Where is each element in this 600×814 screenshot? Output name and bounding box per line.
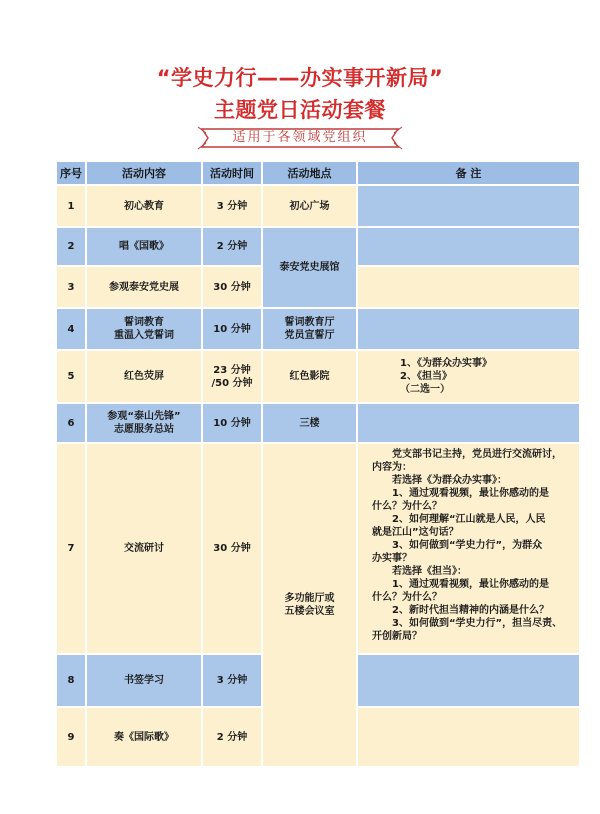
- row-remark: [358, 228, 579, 265]
- row-time-line: 10 分钟: [213, 417, 251, 429]
- place-merged-exhibition: [263, 228, 356, 307]
- row-time: [203, 655, 261, 706]
- row-time: [203, 186, 261, 226]
- row-remark: [358, 404, 579, 442]
- row-remark-discussion-line: 就是江山”这句话？: [372, 527, 459, 538]
- row-time: [203, 309, 261, 349]
- row-time-line: 2 分钟: [216, 241, 248, 252]
- row-seq: 7: [57, 444, 85, 653]
- row-place: [263, 186, 356, 226]
- row-remark: [358, 655, 579, 706]
- row-time: [203, 708, 261, 766]
- row-remark-discussion: [358, 444, 579, 653]
- place-merged-exhibition-line: 泰安党史展馆: [279, 262, 340, 273]
- banner-text: 适用于各领域党组织: [232, 130, 368, 145]
- row-remark-line: 2、《担当》: [400, 371, 452, 382]
- scroll-banner: [196, 126, 404, 150]
- row-content: [87, 186, 201, 226]
- row-remark-discussion-line: 内容为：: [372, 462, 412, 473]
- place-merged-hall-line: 多功能厅或: [284, 593, 335, 604]
- row-remark-discussion-line: 什么？为什么？: [372, 501, 442, 512]
- header-content: 活动内容: [87, 162, 201, 184]
- row-time-line: 10 分钟: [213, 323, 251, 335]
- row-remark: [358, 351, 579, 402]
- row-content-line: 重温入党誓词: [114, 330, 174, 341]
- row-seq: 1: [57, 186, 85, 226]
- row-remark-discussion-line: 3、如何做到“学史力行”，为群众: [372, 540, 543, 551]
- row-remark: [358, 186, 579, 226]
- row-content: [87, 444, 201, 653]
- row-time-line: /50 分钟: [211, 377, 253, 389]
- page-subtitle: 主题党日活动套餐: [214, 98, 386, 122]
- row-content-line: 参观泰安党史展: [109, 281, 179, 293]
- activity-table: [57, 162, 579, 766]
- row-seq: 6: [57, 404, 85, 442]
- header-seq: 序号: [57, 162, 85, 184]
- row-place: [263, 404, 356, 442]
- row-content: [87, 404, 201, 442]
- row-time-line: 30 分钟: [213, 281, 251, 293]
- row-remark-discussion-line: 什么？为什么？: [372, 592, 442, 603]
- row-content-line: 唱《国歌》: [119, 241, 169, 252]
- row-time-line: 3 分钟: [216, 200, 248, 212]
- header-place: 活动地点: [263, 162, 356, 184]
- row-content: [87, 267, 201, 307]
- row-time-line: 23 分钟: [213, 364, 251, 376]
- row-remark-discussion-line: 党支部书记主持，党员进行交流研讨，: [372, 449, 562, 460]
- row-remark-discussion-line: 若选择《为群众办实事》：: [372, 475, 507, 486]
- header-time: 活动时间: [203, 162, 261, 184]
- row-content: [87, 309, 201, 349]
- row-seq: 5: [57, 351, 85, 402]
- row-content-line: 书签学习: [124, 675, 164, 686]
- row-seq: 3: [57, 267, 85, 307]
- row-content-line: 红色荧屏: [124, 371, 164, 382]
- row-content-line: 交流研讨: [124, 543, 164, 554]
- row-seq: 4: [57, 309, 85, 349]
- place-merged-hall-line: 五楼会议室: [284, 606, 335, 617]
- row-seq: 9: [57, 708, 85, 766]
- row-remark: [358, 309, 579, 349]
- row-remark-discussion-line: 2、新时代担当精神的内涵是什么？: [372, 605, 549, 616]
- row-content-line: 初心教育: [124, 200, 164, 212]
- place-merged-hall: [263, 444, 356, 766]
- row-content-line: 参观“泰山先锋”: [107, 411, 181, 422]
- row-seq: 2: [57, 228, 85, 265]
- row-place-line: 誓词教育厅: [284, 317, 335, 328]
- row-time-line: 2 分钟: [216, 731, 248, 743]
- row-remark-discussion-line: 办实事？: [372, 553, 412, 564]
- row-content: [87, 655, 201, 706]
- row-time: [203, 351, 261, 402]
- row-remark-line: （二选一）: [400, 384, 450, 395]
- row-time-line: 3 分钟: [216, 675, 248, 686]
- row-remark-discussion-line: 1、通过观看视频，最让你感动的是: [372, 488, 549, 499]
- row-time: [203, 404, 261, 442]
- row-place: [263, 351, 356, 402]
- page-title: “学史力行——办实事开新局”: [156, 66, 444, 90]
- row-content-line: 奏《国际歌》: [114, 731, 174, 743]
- row-time: [203, 444, 261, 653]
- row-remark-discussion-line: 3、如何做到“学史力行”，担当尽责、: [372, 618, 563, 629]
- row-remark-line: 1、《为群众办实事》: [400, 358, 492, 369]
- row-content-line: 志愿服务总站: [114, 424, 174, 435]
- row-remark-discussion-line: 1、通过观看视频，最让你感动的是: [372, 579, 549, 590]
- row-place-line: 党员宣誓厅: [284, 330, 335, 341]
- row-content: [87, 708, 201, 766]
- row-remark: [358, 267, 579, 307]
- row-time: [203, 228, 261, 265]
- row-time: [203, 267, 261, 307]
- row-remark: [358, 708, 579, 766]
- row-remark-discussion-line: 2、如何理解“江山就是人民，人民: [372, 514, 546, 525]
- row-seq: 8: [57, 655, 85, 706]
- row-content-line: 誓词教育: [124, 317, 164, 328]
- row-place: [263, 309, 356, 349]
- row-content: [87, 228, 201, 265]
- row-remark-discussion-line: 开创新局？: [372, 631, 422, 642]
- row-time-line: 30 分钟: [213, 543, 251, 554]
- row-place-line: 三楼: [299, 417, 320, 429]
- row-place-line: 初心广场: [289, 200, 330, 212]
- row-remark-discussion-line: 若选择《担当》：: [372, 566, 467, 577]
- header-remark: 备 注: [358, 162, 579, 184]
- row-place-line: 红色影院: [289, 371, 330, 382]
- row-content: [87, 351, 201, 402]
